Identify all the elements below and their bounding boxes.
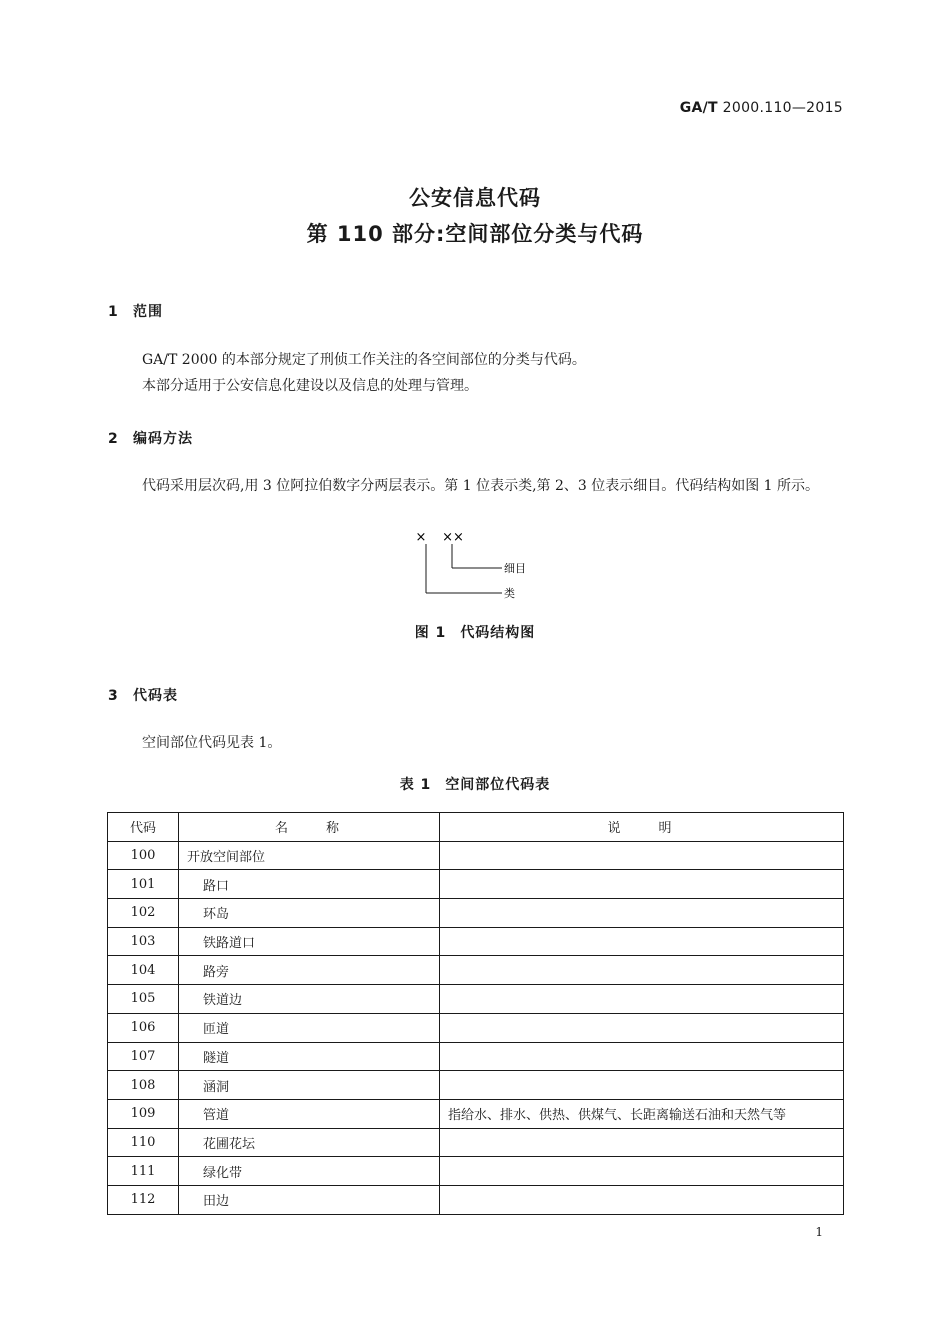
table-row [108,1099,844,1128]
row-name: 开放空间部位 [179,841,440,870]
section-3-paragraph-1: 空间部位代码见表 1。 [142,735,282,751]
row-code: 111 [108,1157,179,1186]
table-row [108,870,844,899]
row-name: 铁路道口 [179,927,440,956]
section-2-title: 编码方法 [133,431,193,447]
figure-class-label: 类 [504,587,515,600]
table-row [108,1042,844,1071]
row-description: 指给水、排水、供热、供煤气、长距离输送石油和天然气等 [440,1099,844,1128]
table-row [108,841,844,870]
row-code: 110 [108,1128,179,1157]
section-1-heading [108,301,163,321]
row-name: 铁道边 [179,985,440,1014]
header-description: 说 明 [440,813,844,842]
row-code: 103 [108,927,179,956]
table-row [108,1157,844,1186]
code-table [107,812,844,1215]
standard-code-prefix: GA/T [679,100,718,116]
section-2-paragraph-1: 代码采用层次码,用 3 位阿拉伯数字分两层表示。第 1 位表示类,第 2、3 位表示细目。代码结构如图 1 所示。 [142,478,820,494]
section-3-heading [108,685,178,705]
table-row [108,1071,844,1100]
row-name: 路旁 [179,956,440,985]
row-name: 隧道 [179,1042,440,1071]
table-row [108,985,844,1014]
page-number: 1 [815,1225,823,1239]
header-name: 名 称 [179,813,440,842]
row-description [440,1071,844,1100]
table-row [108,899,844,928]
section-2-number: 2 [108,431,119,447]
code-structure-diagram [410,528,540,608]
row-description [440,956,844,985]
row-code: 101 [108,870,179,899]
row-description [440,1013,844,1042]
section-1-title: 范围 [133,304,163,320]
row-name: 绿化带 [179,1157,440,1186]
figure-detail-label: 细目 [504,562,526,575]
table-caption-number: 表 1 [399,777,432,793]
row-name: 匝道 [179,1013,440,1042]
section-3-title: 代码表 [133,688,178,704]
table-caption [0,774,950,794]
row-description [440,899,844,928]
row-description [440,1185,844,1214]
row-description [440,985,844,1014]
row-name: 田边 [179,1185,440,1214]
table-row [108,1013,844,1042]
document-subtitle: 第 110 部分:空间部位分类与代码 [306,222,644,246]
table-row [108,1128,844,1157]
standard-code [680,100,843,116]
document-title: 公安信息代码 [409,186,541,210]
row-code: 109 [108,1099,179,1128]
section-1-number: 1 [108,304,119,320]
row-code: 100 [108,841,179,870]
table-row [108,956,844,985]
row-code: 112 [108,1185,179,1214]
row-code: 105 [108,985,179,1014]
row-description [440,841,844,870]
section-2-heading [108,428,193,448]
row-name: 环岛 [179,899,440,928]
figure-caption-text: 代码结构图 [460,625,536,641]
table-row [108,927,844,956]
section-1-paragraph-2: 本部分适用于公安信息化建设以及信息的处理与管理。 [142,378,478,394]
row-code: 108 [108,1071,179,1100]
row-description [440,1128,844,1157]
row-description [440,1157,844,1186]
row-description [440,870,844,899]
row-code: 102 [108,899,179,928]
row-description [440,927,844,956]
figure-detail-digits: ×× [442,530,464,545]
table-caption-text: 空间部位代码表 [445,777,551,793]
figure-class-digit: × [415,530,427,545]
section-1-paragraph-1: GA/T 2000 的本部分规定了刑侦工作关注的各空间部位的分类与代码。 [142,352,586,368]
figure-caption [0,622,950,642]
row-description [440,1042,844,1071]
row-name: 涵洞 [179,1071,440,1100]
section-3-number: 3 [108,688,119,704]
row-name: 花圃花坛 [179,1128,440,1157]
table-row [108,1185,844,1214]
row-code: 104 [108,956,179,985]
row-code: 107 [108,1042,179,1071]
row-name: 路口 [179,870,440,899]
figure-caption-number: 图 1 [414,625,447,641]
standard-code-number: 2000.110—2015 [722,100,843,116]
row-name: 管道 [179,1099,440,1128]
header-code: 代码 [108,813,179,842]
row-code: 106 [108,1013,179,1042]
table-header-row [108,813,844,842]
